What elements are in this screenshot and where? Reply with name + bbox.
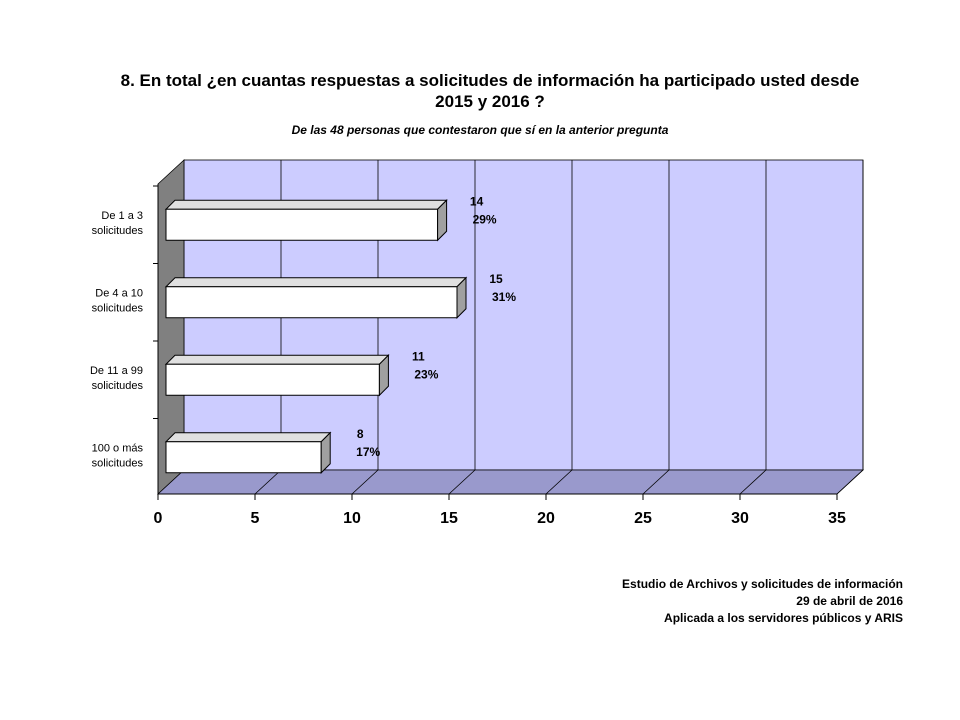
- bar-percent-label: 29%: [472, 212, 497, 227]
- bar-front-face: [166, 209, 438, 240]
- category-label-line: solicitudes: [91, 224, 143, 237]
- bar: [166, 433, 330, 473]
- bar-value-label: 14: [469, 194, 484, 209]
- category-label: [92, 287, 144, 314]
- category-label-line: De 1 a 3: [101, 209, 143, 222]
- bar-top-face: [166, 433, 330, 442]
- bar-value-label: 15: [489, 271, 503, 286]
- x-tick-label: 20: [537, 510, 555, 527]
- x-tick-label: 0: [153, 510, 163, 527]
- bar-percent-label: 31%: [491, 289, 517, 304]
- footer-study-line: Estudio de Archivos y solicitudes de información: [622, 577, 903, 591]
- bar-front-face: [166, 442, 321, 473]
- bar-top-face: [166, 200, 447, 209]
- bar-front-face: [166, 364, 379, 395]
- x-tick-label: 15: [440, 510, 458, 527]
- bar-front-face: [166, 287, 457, 318]
- bar: [166, 278, 466, 318]
- category-label-line: solicitudes: [91, 379, 143, 392]
- footer-date-line: 29 de abril de 2016: [796, 594, 903, 608]
- bar-top-face: [166, 278, 466, 287]
- category-label-line: solicitudes: [91, 457, 143, 470]
- category-label: [90, 365, 144, 392]
- chart-title: 8. En total ¿en cuantas respuestas a solicitudes de información ha participado usted desde 2015 y 2016 ?: [120, 71, 860, 111]
- bar-percent-label: 17%: [356, 444, 381, 459]
- bar-top-face: [166, 355, 388, 364]
- footer-audience-line: Aplicada a los servidores públicos y ARIS: [664, 611, 903, 625]
- category-label: [92, 442, 144, 469]
- chart-subtitle: De las 48 personas que contestaron que sí en la anterior pregunta: [291, 123, 669, 137]
- category-label-line: 100 o más: [91, 442, 143, 455]
- category-label-line: De 11 a 99: [89, 364, 143, 377]
- category-label-line: solicitudes: [91, 302, 143, 315]
- chart-footer: [622, 576, 903, 627]
- bar-value-label: 11: [412, 349, 425, 364]
- category-label-line: De 4 a 10: [95, 287, 143, 300]
- x-tick-label: 25: [634, 510, 652, 527]
- chart-floor: [158, 470, 863, 494]
- x-tick-label: 10: [343, 510, 361, 527]
- bar: [166, 200, 447, 240]
- bar-percent-label: 23%: [414, 367, 439, 382]
- bar-value-label: 8: [356, 426, 364, 441]
- x-tick-label: 30: [731, 510, 749, 527]
- bar: [166, 355, 388, 395]
- x-tick-label: 35: [828, 510, 846, 527]
- category-label: [92, 210, 144, 237]
- x-tick-label: 5: [250, 510, 260, 527]
